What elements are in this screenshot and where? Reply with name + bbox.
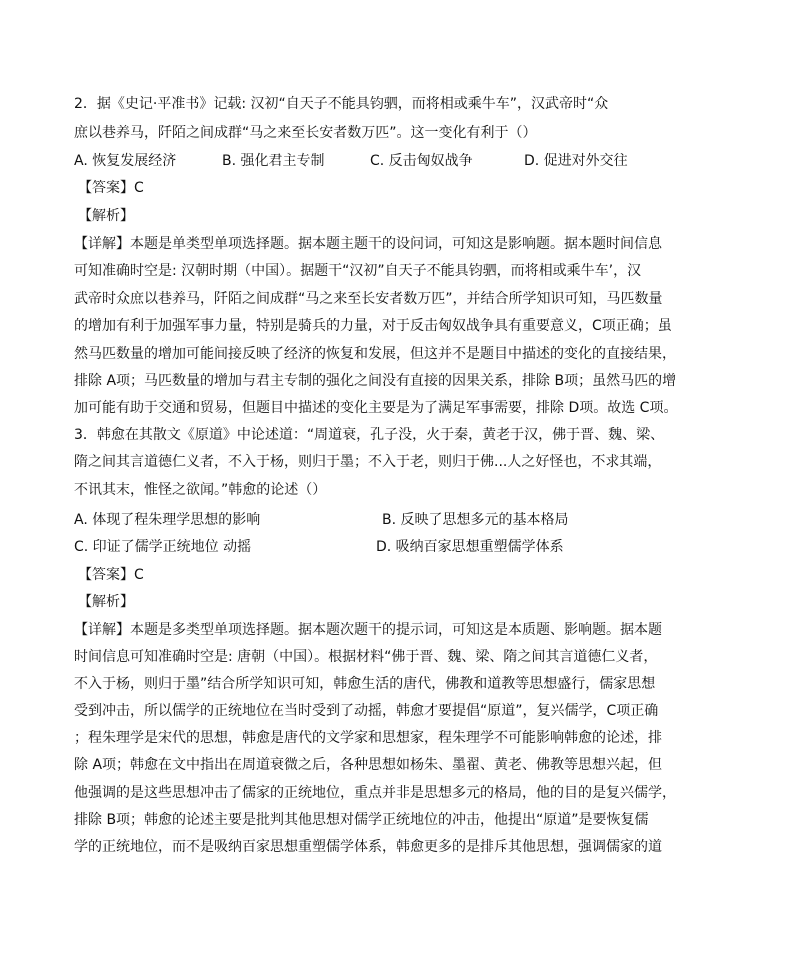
q2-option-a: A. 恢复发展经济	[74, 153, 177, 169]
q2-detail-line-4: 的增加有利于加强军事力量，特别是骑兵的力量，对于反击匈奴战争具有重要意义，C项正确；虽	[74, 318, 672, 334]
q3-option-d: D. 吸纳百家思想重塑儒学体系	[376, 539, 564, 555]
q3-detail-line-1: 【详解】本题是多类型单项选择题。据本题次题干的提示词，可知这是本质题、影响题。据本题	[74, 622, 662, 638]
q2-answer: 【答案】C	[78, 180, 144, 196]
q3-option-c: C. 印证了儒学正统地位 动摇	[74, 539, 252, 555]
q2-option-b: B. 强化君主专制	[222, 153, 325, 169]
q3-detail-line-7: 他强调的是这些思想冲击了儒家的正统地位，重点并非是思想多元的格局，他的目的是复兴儒学，	[74, 785, 676, 801]
q3-option-b: B. 反映了思想多元的基本格局	[382, 512, 569, 528]
q3-analysis-label: 【解析】	[78, 594, 134, 610]
q2-detail-line-2: 可知准确时空是: 汉朝时期（中国）。据题干“汉初”自天子不能具钧驷，而将相或乘牛车’，汉	[74, 263, 642, 279]
q2-detail-line-5: 然马匹数量的增加可能间接反映了经济的恢复和发展，但这并不是题目中描述的变化的直接结果，	[74, 346, 676, 362]
q3-detail-line-5: ；程朱理学是宋代的思想，韩愈是唐代的文学家和思想家，程朱理学不可能影响韩愈的论述，排	[74, 730, 662, 746]
q3-detail-line-4: 受到冲击，所以儒学的正统地位在当时受到了动摇，韩愈才要提倡“原道”，复兴儒学，C项正确	[74, 703, 659, 719]
q3-detail-line-2: 时间信息可知准确时空是: 唐朝（中国）。根据材料“佛于晋、魏、梁、隋之间其言道德仁义者，	[74, 649, 658, 665]
q3-option-a: A. 体现了程朱理学思想的影响	[74, 512, 261, 528]
q3-stem-line-3: 不讯其末，惟怪之欲闻。”韩愈的论述（）	[74, 482, 327, 498]
q3-stem-line-1: 3．韩愈在其散文《原道》中论述道：“周道衰，孔子没，火于秦，黄老于汉，佛于晋、魏、梁、	[74, 427, 665, 443]
q3-detail-line-6: 除 A项；韩愈在文中指出在周道衰微之后，各种思想如杨朱、墨翟、黄老、佛教等思想兴起，但	[74, 757, 663, 773]
q3-answer: 【答案】C	[78, 567, 144, 583]
q2-detail-line-1: 【详解】本题是单类型单项选择题。据本题主题干的设问词，可知这是影响题。据本题时间信息	[74, 236, 662, 252]
q3-stem-line-2: 隋之间其言道德仁义者，不入于杨，则归于墨；不入于老，则归于佛...人之好怪也，不求其端，	[74, 454, 662, 470]
q3-detail-line-8: 排除 B项；韩愈的论述主要是批判其他思想对儒学正统地位的冲击，他提出“原道”是要恢复儒	[74, 812, 649, 828]
q2-stem-line-1: 2．据《史记·平准书》记载: 汉初“自天子不能具钧驷，而将相或乘牛车”，汉武帝时“众	[74, 96, 609, 112]
q2-detail-line-3: 武帝时众庶以巷养马，阡陌之间成群“马之来至长安者数万匹”，并结合所学知识可知，马匹数量	[74, 291, 663, 307]
q2-detail-line-7: 加可能有助于交通和贸易，但题目中描述的变化主要是为了满足军事需要，排除 D项。故选 C项。	[74, 400, 678, 416]
q3-detail-line-3: 不入于杨，则归于墨”结合所学知识可知，韩愈生活的唐代，佛教和道教等思想盛行，儒家思想	[74, 676, 656, 692]
q2-analysis-label: 【解析】	[78, 208, 134, 224]
q2-option-d: D. 促进对外交往	[524, 153, 628, 169]
q2-stem-line-2: 庶以巷养马，阡陌之间成群“马之来至长安者数万匹”。这一变化有利于（）	[74, 125, 537, 141]
q3-detail-line-9: 学的正统地位，而不是吸纳百家思想重塑儒学体系，韩愈更多的是排斥其他思想，强调儒家的道	[74, 839, 662, 855]
q2-detail-line-6: 排除 A项；马匹数量的增加与君主专制的强化之间没有直接的因果关系，排除 B项；虽然马匹的增	[74, 373, 677, 389]
q2-option-c: C. 反击匈奴战争	[370, 153, 473, 169]
